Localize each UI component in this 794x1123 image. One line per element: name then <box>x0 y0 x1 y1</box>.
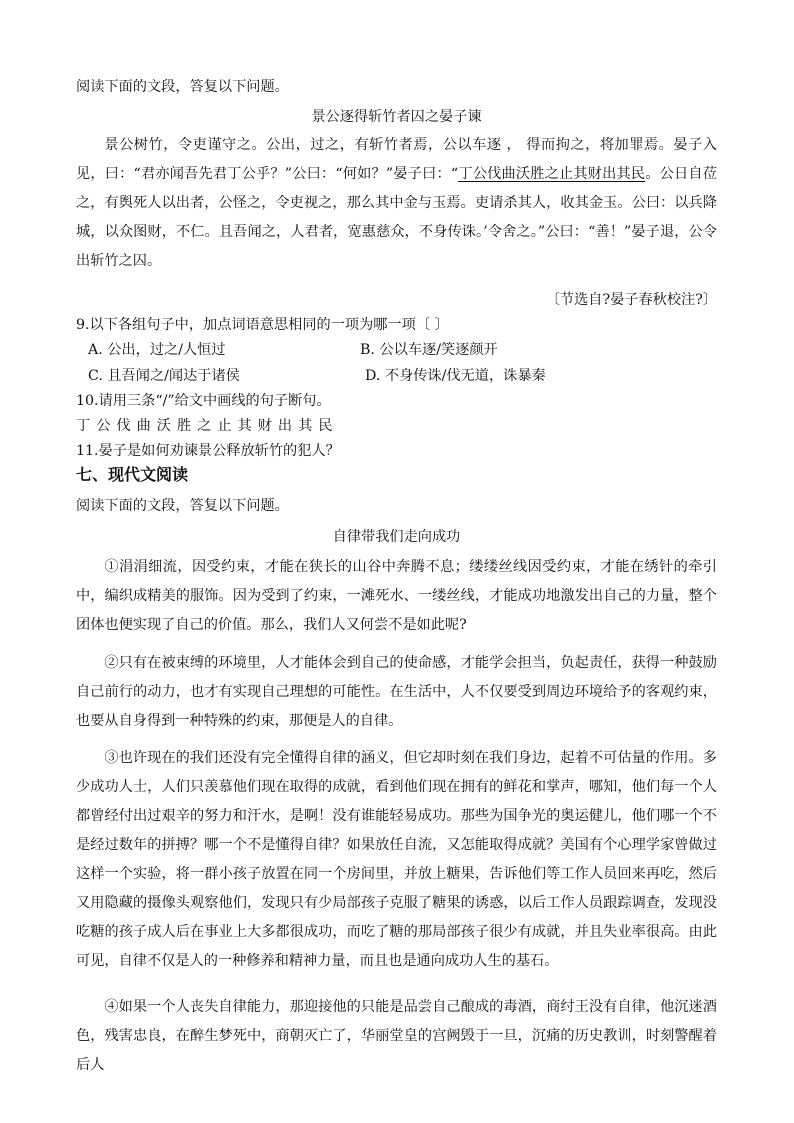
passage-part-2: 。公日自莅之，有舆死人以出者，公怪之，令吏视之，那么其中金与玉焉。吏请杀其人，收其金玉。公曰：以兵降城，以众图财，不仁。且吾闻之，人君者，宽惠慈众，不身传诛。’令舍之。”公曰：“善！”晏子退，公令出斩竹之囚。 <box>76 166 717 269</box>
reading-intro-classical: 阅读下面的文段，答复以下问题。 <box>76 79 289 95</box>
question-10-stem: 10.请用三条“/”给文中画线的句子断句。 <box>76 393 331 409</box>
modern-text-title: 自律带我们走向成功 <box>332 529 461 545</box>
question-9-option-a: A. 公出，过之/人恒过 <box>88 342 226 358</box>
passage-part-1: 景公树竹，令吏谨守之。公出，过之，有斩竹者焉，公以车逐 ， 得而拘之，将加罪焉。晏子入见，曰：“君亦闻吾先君丁公乎？”公曰：“何如？”晏子曰：“ <box>76 137 717 182</box>
source-citation: 〔节选自?晏子春秋校注?〕 <box>545 292 717 308</box>
question-9-option-d: D. 不身传诛/伐无道，诛暴秦 <box>365 368 546 384</box>
question-11-stem: 11.晏子是如何劝谏景公释放斩竹的犯人？ <box>76 443 340 459</box>
question-9-option-b: B. 公以车逐/笑逐颜开 <box>360 342 498 358</box>
classical-text-passage <box>76 131 717 276</box>
question-9-option-c: C. 且吾闻之/闻达于诸侯 <box>88 368 240 384</box>
modern-paragraph-2: ②只有在被束缚的环境里，人才能体会到自己的使命感，才能学会担当，负起责任，获得一种鼓励自己前行的动力，也才有实现自己理想的可能性。在生活中，人不仅要受到周边环境给予的客观约束，也要从自身得到一种特殊的约束，那便是人的自律。 <box>76 655 717 729</box>
modern-paragraph-3: ③也许现在的我们还没有完全懂得自律的涵义，但它却时刻在我们身边，起着不可估量的作用。多少成功人士，人们只羡慕他们现在取得的成就，看到他们现在拥有的鲜花和掌声，哪知，他们每一个人都曾经付出过艰辛的努力和汗水，是啊！没有谁能轻易成功。那些为国争光的奥运健儿，他们哪一个不是经过数年的拼搏？哪一个不是懂得自律？如果放任自流，又怎能取得成就？美国有个心理学家曾做过这样一个实验，将一群小孩子放置在同一个房间里，并放上糖果，告诉他们等工作人员回来再吃，然后又用隐藏的摄像头观察他们，发现只有少局部孩子克服了糖果的诱惑，以后工作人员跟踪调查，发现没吃糖的孩子成人后在事业上大多都很成功，而吃了糖的那局部孩子很少有成就，并且失业率很高。由此可见，自律不仅是人的一种修养和精神力量，而且也是通向成功人生的基石。 <box>76 750 717 969</box>
question-9-stem: 9.以下各组句子中，加点词语意思相同的一项为哪一项〔 〕 <box>76 317 449 333</box>
modern-paragraph-4: ④如果一个人丧失自律能力，那迎接他的只能是品尝自己酿成的毒酒，商纣王没有自律，他沉迷酒色，残害忠良，在醉生梦死中，商朝灭亡了，华丽堂皇的宫阙毁于一旦，沉痛的历史教训，时刻警醒着后人 <box>76 999 717 1073</box>
question-10-sentence: 丁公伐曲沃胜之止其财出其民 <box>76 418 339 434</box>
modern-paragraph-1: ①涓涓细流，因受约束，才能在狭长的山谷中奔腾不息；缕缕丝线因受约束，才能在绣针的牵引中，编织成精美的服饰。因为受到了约束，一滩死水、一缕丝线，才能成功地激发出自己的力量，整个团体也便实现了自己的价值。那么，我们人又何尝不是如此呢? <box>76 559 717 633</box>
section-heading-modern-reading: 七、现代文阅读 <box>76 465 189 484</box>
reading-intro-modern: 阅读下面的文段，答复以下问题。 <box>76 498 289 514</box>
classical-text-title: 景公逐得斩竹者囚之晏子谏 <box>311 109 482 125</box>
underlined-sentence: 丁公伐曲沃胜之止其财出其民 <box>458 166 646 182</box>
